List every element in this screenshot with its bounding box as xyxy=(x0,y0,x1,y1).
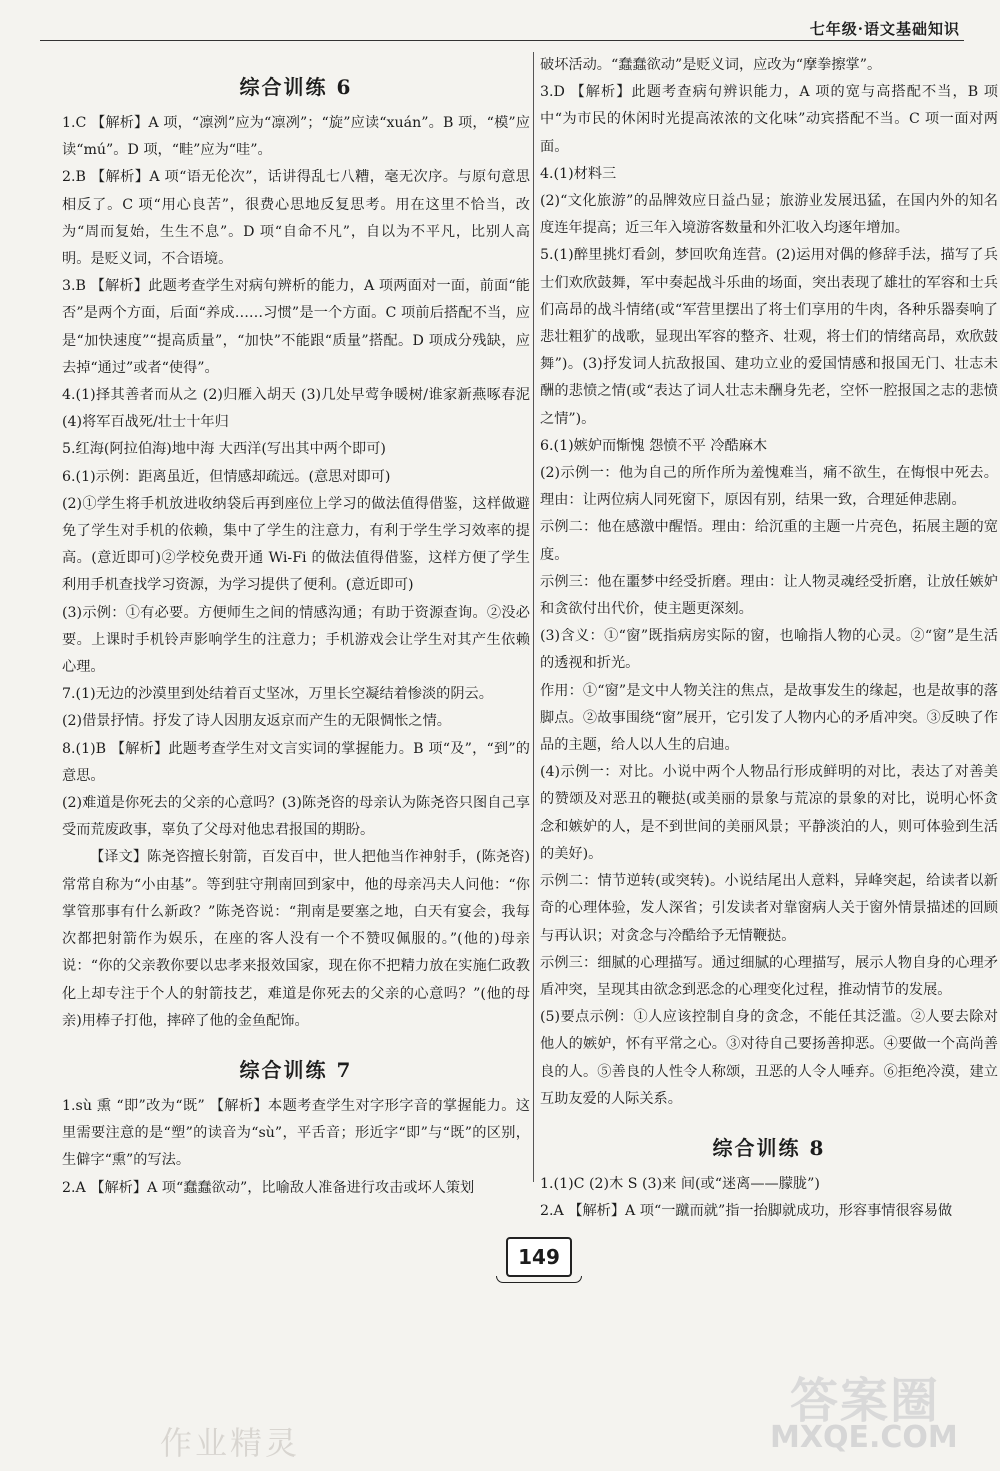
left-column xyxy=(62,52,530,1202)
answer-paragraph: 示例二：情节逆转(或突转)。小说结尾出人意料，异峰突起，给读者以新奇的心理体验，发人深省；引发读者对靠窗病人关于窗外情景描述的回顾与再认识；对贪念与冷酷给予无情鞭挞。 xyxy=(540,873,998,944)
translation-paragraph: 【译文】陈尧咨擅长射箭，百发百中，世人把他当作神射手，(陈尧咨)常常自称为“小由基”。等到驻守荆南回到家中，他的母亲冯夫人问他：“你掌管那事有什么新政？”陈尧咨说：“荆南是要塞之地，白天有宴会，我每次都把射箭作为娱乐，在座的客人没有一个不赞叹佩服的。”(他的)母亲说：“你的父亲教你要以忠孝来报效国家，现在你不把精力放在实施仁政教化上却专注于个人的射箭技艺，难道是你死去的父亲的心意吗？”(他的母亲)用棒子打他，摔碎了他的金鱼配饰。 xyxy=(62,849,530,1029)
answer-paragraph: 作用：①“窗”是文中人物关注的焦点，是故事发生的缘起，也是故事的落脚点。②故事围绕“窗”展开，它引发了人物内心的矛盾冲突。③反映了作品的主题，给人以人生的启迪。 xyxy=(540,682,998,754)
header-rule xyxy=(40,40,964,41)
answer-paragraph: (2)借景抒情。抒发了诗人因朋友返京而产生的无限惆怅之情。 xyxy=(62,713,451,730)
right-column xyxy=(540,52,998,1225)
answer-paragraph: 4.(1)择其善者而从之 (2)归雁入胡天 (3)几处早莺争暖树/谁家新燕啄春泥 (4)将军百战死/壮士十年归 xyxy=(62,387,530,431)
answer-paragraph: 1.C 【解析】A 项，“凛洌”应为“凛冽”；“旋”应读“xuán”。B 项，“模”应读“mú”。D 项，“畦”应为“哇”。 xyxy=(62,115,530,159)
page-header: 七年级·语文基础知识 xyxy=(809,20,960,38)
section-title: 综合训练 7 xyxy=(239,1057,353,1082)
answer-paragraph: 8.(1)B 【解析】此题考查学生对文言实词的掌握能力。B 项“及”，“到”的意思。 xyxy=(62,740,530,784)
answer-paragraph: 2.A 【解析】A 项“蠢蠢欲动”，比喻敌人准备进行攻击或坏人策划 xyxy=(62,1179,475,1196)
answer-paragraph: 2.A 【解析】A 项“一蹴而就”指一抬脚就成功，形容事情很容易做 xyxy=(540,1203,953,1220)
answer-paragraph: 4.(1)材料三 xyxy=(540,165,617,182)
answer-paragraph: (2)“文化旅游”的品牌效应日益凸显；旅游业发展迅猛，在国内外的知名度连年提高；近三年入境游客数量和外汇收入均逐年增加。 xyxy=(540,193,998,237)
answer-paragraph: 5.红海(阿拉伯海)地中海 大西洋(写出其中两个即可) xyxy=(62,441,386,458)
answer-paragraph: 破坏活动。“蠢蠢欲动”是贬义词，应改为“摩拳擦掌”。 xyxy=(540,57,882,73)
answer-paragraph: 5.(1)醉里挑灯看剑，梦回吹角连营。(2)运用对偶的修辞手法，描写了兵士们欢欣鼓舞，军中奏起战斗乐曲的场面，突出表现了雄壮的军容和士兵们高昂的战斗情绪(或“军营里摆出了将士们享用的牛肉，各种乐器奏响了悲壮粗犷的战歌，显现出军容的整齐、壮观，将士们的情绪高昂，欢欣鼓舞”)。(3)抒发词人抗敌报国、建功立业的爱国情感和报国无门、壮志未酬的悲愤之情(或“表达了词人壮志未酬身先老，空怀一腔报国之志的悲愤之情”)。 xyxy=(540,247,998,427)
answer-paragraph: (3)含义：①“窗”既指病房实际的窗，也喻指人物的心灵。②“窗”是生活的透视和折光。 xyxy=(540,628,998,672)
watermark-right: 答案圈 xyxy=(790,1373,941,1429)
answer-paragraph: 3.D 【解析】此题考查病句辨识能力，A 项的宽与高搭配不当，B 项中“为市民的休闲时光提高浓浓的文化味”动宾搭配不当。C 项一面对两面。 xyxy=(540,84,998,155)
column-divider xyxy=(533,52,534,1182)
watermark-url: MXQE.COM xyxy=(770,1420,958,1455)
answer-paragraph: (5)要点示例：①人应该控制自身的贪念，不能任其泛滥。②人要去除对他人的嫉妒，怀有平常之心。③对待自己要扬善抑恶。④要做一个高尚善良的人。⑤善良的人性令人称颂，丑恶的人令人唾弃。⑥拒绝冷漠，建立互助友爱的人际关系。 xyxy=(540,1009,998,1107)
watermark-left: 作业精灵 xyxy=(160,1424,301,1462)
answer-paragraph: 6.(1)嫉妒而惭愧 怨愤不平 冷酷麻木 xyxy=(540,437,768,454)
answer-paragraph: 7.(1)无边的沙漠里到处结着百丈坚冰，万里长空凝结着惨淡的阴云。 xyxy=(62,686,493,703)
answer-paragraph: (3)示例：①有必要。方便师生之间的情感沟通；有助于资源查询。②没必要。上课时手机铃声影响学生的注意力；手机游戏会让学生对其产生依赖心理。 xyxy=(62,604,530,676)
answer-paragraph: 6.(1)示例：距离虽近，但情感却疏远。(意思对即可) xyxy=(62,468,391,485)
answer-paragraph: 2.B 【解析】A 项“语无伦次”，话讲得乱七八糟，毫无次序。与原句意思相反了。C 项“用心良苦”，很费心思地反复思考。用在这里不恰当，改为“周而复始，生生不息”。D 项“自命不凡”，自以为不平凡，比别人高明。是贬义词，不合语境。 xyxy=(62,169,530,268)
answer-paragraph: (2)①学生将手机放进收纳袋后再到座位上学习的做法值得借鉴，这样做避免了学生对手机的依赖，集中了学生的注意力，有利于学生学习效率的提高。(意近即可)②学校免费开通 Wi-Fi 的做法值得借鉴，这样方便了学生利用手机查找学习资源，为学习提供了便利。(意近即可) xyxy=(62,495,530,594)
answer-paragraph: 示例三：他在噩梦中经受折磨。理由：让人物灵魂经受折磨，让放任嫉妒和贪欲付出代价，使主题更深刻。 xyxy=(540,573,998,618)
section-title: 综合训练 6 xyxy=(239,75,353,99)
answer-paragraph: 1.sù 熏 “即”改为“既” 【解析】本题考查学生对字形字音的掌握能力。这里需要注意的是“塑”的读音为“sù”，平舌音；形近字“即”与“既”的区别，生僻字“熏”的写法。 xyxy=(62,1097,530,1169)
answer-paragraph: 示例二：他在感激中醒悟。理由：给沉重的主题一片亮色，拓展主题的宽度。 xyxy=(540,519,998,563)
answer-paragraph: (2)难道是你死去的父亲的心意吗？(3)陈尧咨的母亲认为陈尧咨只图自己享受而荒废政事，辜负了父母对他忠君报国的期盼。 xyxy=(62,795,530,839)
answer-paragraph: (4)示例一：对比。小说中两个人物品行形成鲜明的对比，表达了对善美的赞颂及对恶丑的鞭挞(或美丽的景象与荒凉的景象的对比，说明心怀贪念和嫉妒的人，是不到世间的美丽风景；平静淡泊的人，则可体验到生活的美好)。 xyxy=(540,764,998,862)
page-number: 149 xyxy=(506,1237,572,1277)
answer-paragraph: 3.B 【解析】此题考查学生对病句辨析的能力，A 项两面对一面，前面“能否”是两个方面，后面“养成……习惯”是一个方面。C 项前后搭配不当，应是“加快速度”“提高质量”，“加快”不能跟“质量”搭配。D 项成分残缺，应去掉“通过”或者“使得”。 xyxy=(62,278,530,376)
answer-paragraph: 1.(1)C (2)木 S (3)来 间(或“迷离——朦胧”) xyxy=(540,1175,820,1192)
section-title: 综合训练 8 xyxy=(712,1135,826,1160)
answer-paragraph: (2)示例一：他为自己的所作所为羞愧难当，痛不欲生，在悔恨中死去。理由：让两位病人同死窗下，原因有别，结果一致，合理延伸悲剧。 xyxy=(540,465,998,509)
answer-paragraph: 示例三：细腻的心理描写。通过细腻的心理描写，展示人物自身的心理矛盾冲突，呈现其由欲念到恶念的心理变化过程，推动情节的发展。 xyxy=(540,954,998,998)
